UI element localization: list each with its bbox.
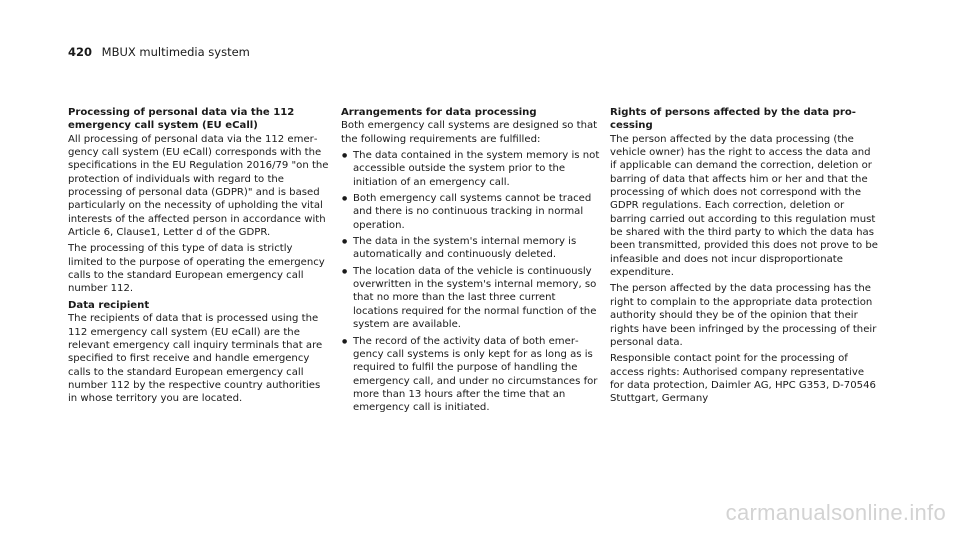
list-item: ● The data in the system's internal memory is automatically and continuously deleted. (341, 235, 603, 262)
paragraph: Responsible contact point for the processing of access rights: Authorised company representative for data protection, Daimler AG, HPC G353, D-70546 Stuttgart, Germany (610, 353, 876, 405)
heading-personal-data: Processing of personal data via the 112 emergency call system (EU eCall) (68, 107, 295, 132)
paragraph: The recipients of data that is processed using the 112 emergency call system (EU eCall) are the relevant emergency call inquiry terminals that are specified to first receive and handle emergency calls to the standard European emergency call number 112 by the respective country authorities in whose territory you are located. (68, 313, 323, 405)
list-item: ● The data contained in the system memory is not accessible outside the system prior to the initiation of an emergency call. (341, 149, 603, 189)
column-3 (610, 106, 880, 409)
page-number: 420 (68, 45, 93, 59)
heading-rights: Rights of persons affected by the data processing (610, 107, 856, 132)
heading-data-recipient: Data recipient (68, 299, 150, 311)
paragraph: The processing of this type of data is strictly limited to the purpose of operating the emergency calls to the standard European emergency call number 112. (68, 243, 325, 295)
watermark: carmanualsonline.info (725, 500, 946, 525)
bullet-list (341, 149, 603, 415)
page-header-title: MBUX multimedia system (101, 45, 250, 59)
list-item: ● The record of the activity data of both emergency call systems is only kept for as long as is required to fulfil the purpose of handling the emergency call, and under no circumstances for more than 13 hours after the time that an emergency call is initiated. (341, 335, 603, 415)
heading-arrangements: Arrangements for data processing (341, 107, 537, 118)
list-item: ● Both emergency call systems cannot be traced and there is no continuous tracking in normal operation. (341, 192, 603, 232)
page-header (68, 45, 250, 59)
paragraph: The person affected by the data processing has the right to complain to the appropriate data protection authority should they be of the opinion that their rights have been infringed by the processing of their personal data. (610, 283, 877, 348)
paragraph: The person affected by the data processing (the vehicle owner) has the right to access the data and if applicable can demand the correction, deletion or barring of data that affects him or her and that the processing of which does not correspond with the GDPR regulations. Each correction, deletion or barring carried out according to this regulation must be shared with the third party to which the data has been transmitted, provided this does not prove to be infeasible and does not incur disproportionate expenditure. (610, 133, 878, 279)
paragraph: All processing of personal data via the 112 emergency call system (EU eCall) corresponds with the specifications in the EU Regulation 2016/79 "on the protection of individuals with regard to the processing of personal data (GDPR)" and is based particularly on the necessity of upholding the vital interests of the affected person in accordance with Article 6, Clause1, Letter d of the GDPR. (68, 133, 329, 239)
list-item: ● The location data of the vehicle is continuously overwritten in the system's internal memory, so that no more than the last three current locations required for the normal function of the system are available. (341, 265, 603, 332)
column-1 (68, 106, 330, 409)
column-2 (341, 106, 603, 418)
paragraph: Both emergency call systems are designed so that the following requirements are fulfilled: (341, 120, 598, 145)
